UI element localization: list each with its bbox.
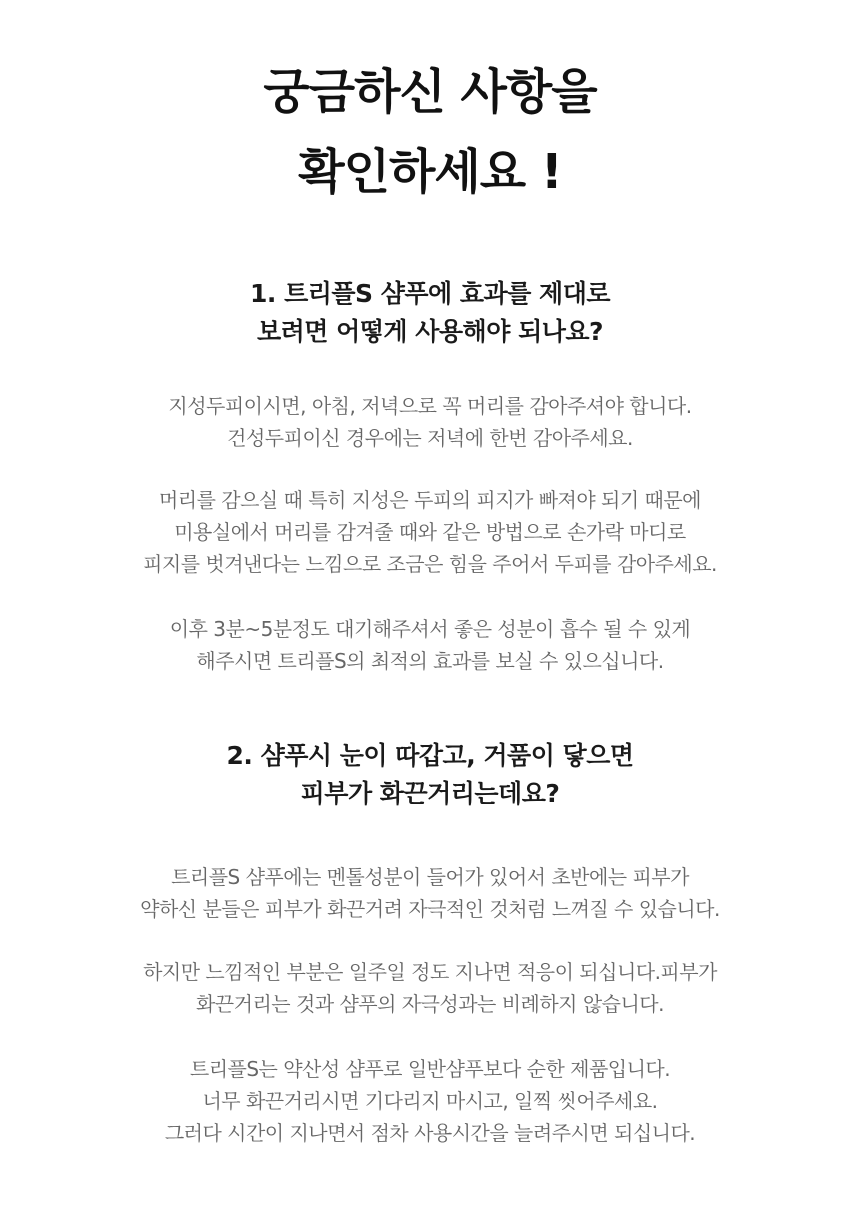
faq-1-answer-paragraph-1 xyxy=(0,390,860,454)
faq-question-2-line-1: 2. 샴푸시 눈이 따갑고, 거품이 닿으면 xyxy=(226,741,634,770)
faq-question-1 xyxy=(0,275,860,351)
answer-line: 약하신 분들은 피부가 화끈거려 자극적인 것처럼 느껴질 수 있습니다. xyxy=(140,897,720,921)
answer-line: 트리플S 샴푸에는 멘톨성분이 들어가 있어서 초반에는 피부가 xyxy=(171,865,689,889)
faq-question-2-line-2: 피부가 화끈거리는데요? xyxy=(300,779,560,808)
answer-line: 하지만 느낌적인 부분은 일주일 정도 지나면 적응이 되십니다.피부가 xyxy=(143,960,717,984)
faq-2-answer-paragraph-2 xyxy=(0,956,860,1020)
faq-1-answer-paragraph-3 xyxy=(0,613,860,677)
answer-line: 피지를 벗겨낸다는 느낌으로 조금은 힘을 주어서 두피를 감아주세요. xyxy=(143,552,717,576)
answer-line: 해주시면 트리플S의 최적의 효과를 보실 수 있으십니다. xyxy=(196,649,664,673)
answer-line: 이후 3분~5분정도 대기해주셔서 좋은 성분이 흡수 될 수 있게 xyxy=(169,617,691,641)
faq-question-1-line-2: 보려면 어떻게 사용해야 되나요? xyxy=(256,317,604,346)
faq-2-answer-paragraph-1 xyxy=(0,861,860,925)
faq-1-answer-paragraph-2 xyxy=(0,484,860,580)
answer-line: 머리를 감으실 때 특히 지성은 두피의 피지가 빠져야 되기 때문에 xyxy=(158,488,702,512)
answer-line: 건성두피이신 경우에는 저녁에 한번 감아주세요. xyxy=(227,426,633,450)
faq-question-2 xyxy=(0,737,860,813)
answer-line: 너무 화끈거리시면 기다리지 마시고, 일찍 씻어주세요. xyxy=(202,1089,658,1113)
answer-line: 트리플S는 약산성 샴푸로 일반샴푸보다 순한 제품입니다. xyxy=(189,1057,671,1081)
page-title-line-1: 궁금하신 사항을 xyxy=(263,64,597,120)
answer-line: 미용실에서 머리를 감겨줄 때와 같은 방법으로 손가락 마디로 xyxy=(174,520,686,544)
answer-line: 그러다 시간이 지나면서 점차 사용시간을 늘려주시면 되십니다. xyxy=(164,1121,696,1145)
page-title-line-2: 확인하세요 ! xyxy=(298,144,562,200)
answer-line: 화끈거리는 것과 샴푸의 자극성과는 비례하지 않습니다. xyxy=(195,992,664,1016)
answer-line: 지성두피이시면, 아침, 저녁으로 꼭 머리를 감아주셔야 합니다. xyxy=(168,394,692,418)
page-title xyxy=(0,52,860,212)
faq-2-answer-paragraph-3 xyxy=(0,1053,860,1149)
faq-question-1-line-1: 1. 트리플S 샴푸에 효과를 제대로 xyxy=(249,279,610,308)
